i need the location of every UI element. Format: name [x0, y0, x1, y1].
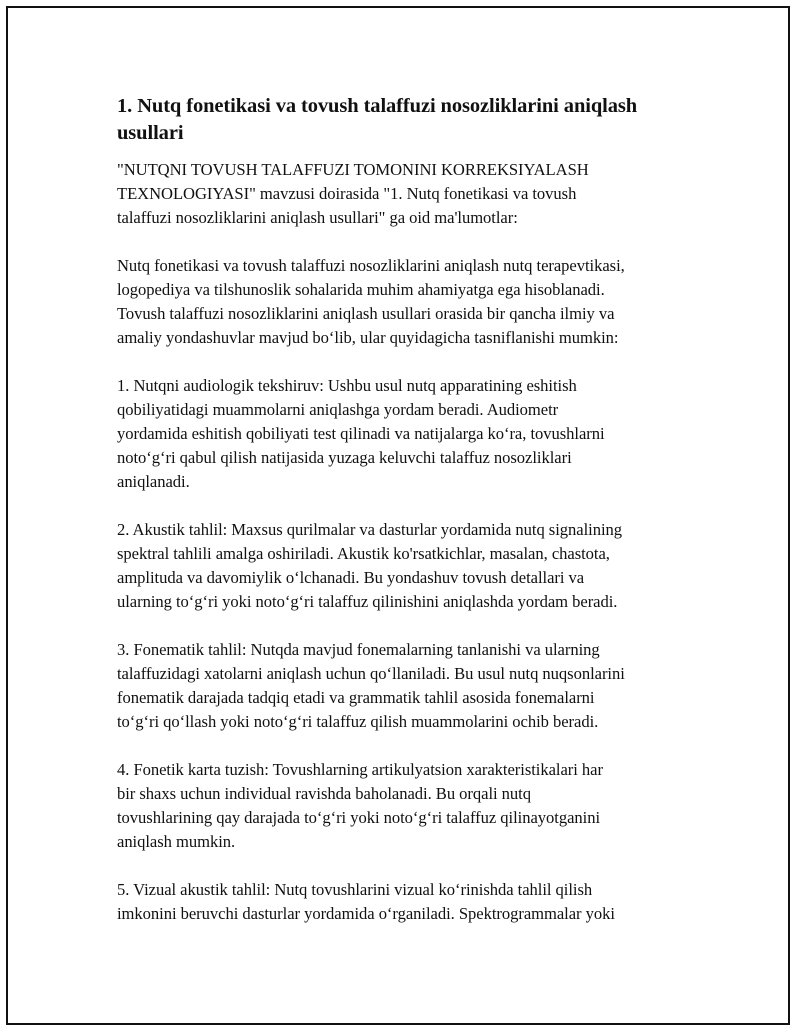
text-line: 3. Fonematik tahlil: Nutqda mavjud fonemalarning tanlanishi va ularning	[117, 640, 600, 659]
text-line: Nutq fonetikasi va tovush talaffuzi nosozliklarini aniqlash nutq terapevtikasi,	[117, 256, 625, 275]
method-paragraph-acoustic	[117, 518, 697, 614]
text-line: aniqlanadi.	[117, 472, 190, 491]
text-line: imkonini beruvchi dasturlar yordamida o‘rganiladi. Spektrogrammalar yoki	[117, 904, 615, 923]
text-line: 5. Vizual akustik tahlil: Nutq tovushlarini vizual ko‘rinishda tahlil qilish	[117, 880, 593, 899]
document-body	[117, 93, 697, 950]
text-line: Tovush talaffuzi nosozliklarini aniqlash usullari orasida bir qancha ilmiy va	[117, 304, 615, 323]
text-line: 4. Fonetik karta tuzish: Tovushlarning artikulyatsion xarakteristikalari har	[117, 760, 603, 779]
intro-paragraph	[117, 158, 697, 230]
text-line: to‘g‘ri qo‘llash yoki noto‘g‘ri talaffuz qilish muammolarini ochib beradi.	[117, 712, 599, 731]
text-line: noto‘g‘ri qabul qilish natijasida yuzaga keluvchi talaffuz nosozliklari	[117, 448, 572, 467]
text-line: qobiliyatidagi muammolarni aniqlashga yordam beradi. Audiometr	[117, 400, 559, 419]
text-line: bir shaxs uchun individual ravishda baholanadi. Bu orqali nutq	[117, 784, 531, 803]
title-line: usullari	[117, 122, 184, 144]
text-line: tovushlarining qay darajada to‘g‘ri yoki noto‘g‘ri talaffuz qilinayotganini	[117, 808, 601, 827]
title-line: 1. Nutq fonetikasi va tovush talaffuzi nosozliklarini aniqlash	[117, 95, 638, 117]
text-line: talaffuzidagi xatolarni aniqlash uchun qo‘llaniladi. Bu usul nutq nuqsonlarini	[117, 664, 625, 683]
text-line: logopediya va tilshunoslik sohalarida muhim ahamiyatga ega hisoblanadi.	[117, 280, 605, 299]
method-paragraph-audiologic	[117, 374, 697, 494]
text-line: 2. Akustik tahlil: Maxsus qurilmalar va dasturlar yordamida nutq signalining	[117, 520, 622, 539]
method-paragraph-visual-acoustic	[117, 878, 697, 926]
text-line: ularning to‘g‘ri yoki noto‘g‘ri talaffuz qilinishini aniqlashda yordam beradi.	[117, 592, 618, 611]
overview-paragraph	[117, 254, 697, 350]
text-line: 1. Nutqni audiologik tekshiruv: Ushbu usul nutq apparatining eshitish	[117, 376, 577, 395]
method-paragraph-phonetic-map	[117, 758, 697, 854]
document-title	[117, 93, 697, 147]
text-line: talaffuzi nosozliklarini aniqlash usullari" ga oid ma'lumotlar:	[117, 208, 518, 227]
text-line: amaliy yondashuvlar mavjud bo‘lib, ular quyidagicha tasniflanishi mumkin:	[117, 328, 619, 347]
text-line: TEXNOLOGIYASI" mavzusi doirasida "1. Nutq fonetikasi va tovush	[117, 184, 577, 203]
text-line: spektral tahlili amalga oshiriladi. Akustik ko'rsatkichlar, masalan, chastota,	[117, 544, 610, 563]
text-line: yordamida eshitish qobiliyati test qilinadi va natijalarga ko‘ra, tovushlarni	[117, 424, 605, 443]
text-line: aniqlash mumkin.	[117, 832, 236, 851]
text-line: fonematik darajada tadqiq etadi va grammatik tahlil asosida fonemalarni	[117, 688, 595, 707]
text-line: amplituda va davomiylik o‘lchanadi. Bu yondashuv tovush detallari va	[117, 568, 585, 587]
method-paragraph-phonematic	[117, 638, 697, 734]
text-line: "NUTQNI TOVUSH TALAFFUZI TOMONINI KORREKSIYALASH	[117, 160, 589, 179]
